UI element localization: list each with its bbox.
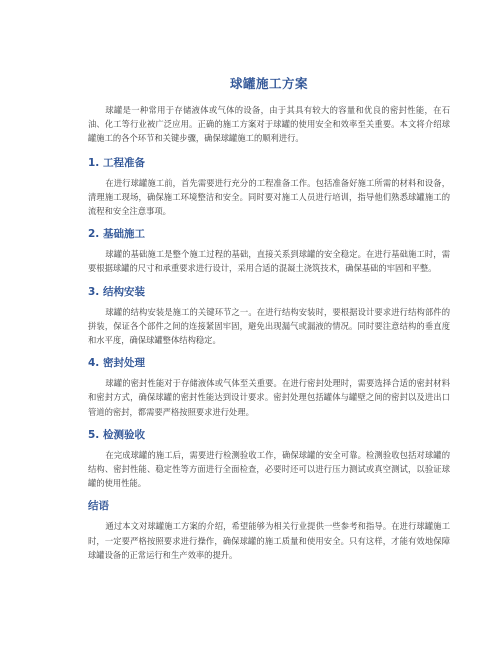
section-heading: 2. 基础施工 <box>88 228 145 241</box>
section-heading: 1. 工程准备 <box>88 156 145 169</box>
section-structure-installation <box>88 285 450 348</box>
section-body: 在进行球罐施工前，首先需要进行充分的工程准备工作。包括准备好施工所需的材料和设备，清理施工现场，确保施工环境整洁和安全。同时要对施工人员进行培训，指导他们熟悉球罐施工的流程和安全注意事项。 <box>88 177 450 217</box>
section-body: 球罐的密封性能对于存储液体或气体至关重要。在进行密封处理时，需要选择合适的密封材料和密封方式，确保球罐的密封性能达到设计要求。密封处理包括罐体与罐壁之间的密封以及进出口管道的密封，都需要严格按照要求进行处理。 <box>88 378 450 417</box>
section-engineering-preparation <box>88 156 450 219</box>
section-body: 通过本文对球罐施工方案的介绍，希望能够为相关行业提供一些参考和指导。在进行球罐施工时，一定要严格按照要求进行操作，确保球罐的施工质量和使用安全。只有这样，才能有效地保障球罐设备的正常运行和生产效率的提升。 <box>88 521 450 560</box>
section-sealing-treatment <box>88 356 450 419</box>
section-inspection-acceptance <box>88 428 450 491</box>
section-body: 球罐的结构安装是施工的关键环节之一。在进行结构安装时，要根据设计要求进行结构部件的拼装，保证各个部件之间的连接紧固牢固，避免出现漏气或漏液的情况。同时要注意结构的垂直度和水平度，确保球罐整体结构稳定。 <box>88 306 450 346</box>
document-title: 球罐施工方案 <box>229 76 308 91</box>
section-foundation-construction <box>88 227 450 275</box>
section-heading: 3. 结构安装 <box>88 285 145 298</box>
section-heading: 结语 <box>88 500 109 513</box>
section-heading: 5. 检测验收 <box>88 428 145 441</box>
section-body: 球罐的基础施工是整个施工过程的基础，直接关系到球罐的安全稳定。在进行基础施工时，需要根据球罐的尺寸和承重要求进行设计，采用合适的混凝土浇筑技术，确保基础的牢固和平整。 <box>88 249 450 274</box>
section-body: 在完成球罐的施工后，需要进行检测验收工作，确保球罐的安全可靠。检测验收包括对球罐的结构、密封性能、稳定性等方面进行全面检查，必要时还可以进行压力测试或真空测试，以验证球罐的使用性能。 <box>88 449 450 489</box>
section-heading: 4. 密封处理 <box>88 357 145 370</box>
intro-paragraph: 球罐是一种常用于存储液体或气体的设备，由于其具有较大的容量和优良的密封性能，在石油、化工等行业被广泛应用。正确的施工方案对于球罐的使用安全和效率至关重要。本文将介绍球罐施工的各个环节和关键步骤，确保球罐施工的顺利进行。 <box>88 105 450 144</box>
section-conclusion <box>88 499 450 562</box>
